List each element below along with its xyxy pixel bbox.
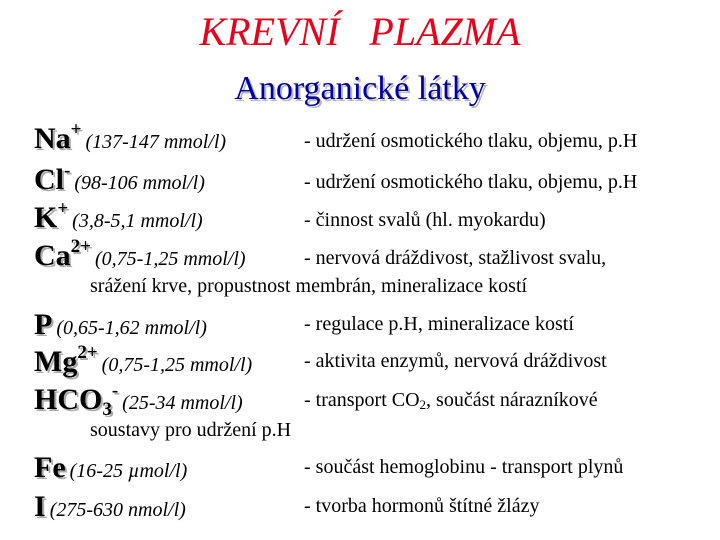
ion-function: - činnost svalů (hl. myokardu) (304, 209, 546, 231)
concentration-range: (137-147 mmol/l) (85, 131, 227, 153)
ion-symbol: I (34, 490, 46, 523)
list-item-mg (34, 342, 253, 379)
ion-symbol: $Ca^{2+}$ (34, 236, 91, 272)
list-item-fe (34, 451, 187, 485)
ion-function: - transport $CO_2$, součást nárazníkové (304, 389, 598, 412)
ion-function-continuation: srážení krve, propustnost membrán, mineralizace kostí (90, 275, 528, 297)
concentration-range: (275-630 nmol/l) (49, 499, 186, 521)
ion-function: - nervová dráždivost, stažlivost svalu, (304, 247, 607, 269)
ion-function: - udržení osmotického tlaku, objemu, p.H (304, 130, 638, 152)
concentration-range: (0,65-1,62 mmol/l) (56, 317, 207, 339)
list-item-na (34, 119, 227, 156)
ion-symbol: Cl- (34, 160, 71, 196)
ion-function: - tvorba hormonů štítné žlázy (304, 495, 540, 517)
ion-symbol: $HCO_3^-$ (34, 380, 119, 420)
list-item-ca (34, 236, 246, 273)
list-item-hco3 (34, 380, 243, 420)
concentration-range: (0,75-1,25 mmol/l) (101, 354, 253, 376)
concentration-range: (0,75-1,25 mmol/l) (95, 248, 246, 270)
list-item-k (34, 198, 203, 235)
ion-function: - udržení osmotického tlaku, objemu, p.H (304, 171, 638, 193)
ion-function: - aktivita enzymů, nervová dráždivost (304, 350, 607, 372)
ion-symbol: P (34, 308, 53, 341)
list-item-cl (34, 160, 205, 197)
ion-function-continuation: soustavy pro udržení p.H (90, 419, 292, 441)
ion-symbol: $Mg^{2+}$ (34, 342, 98, 378)
ion-symbol: Fe (34, 451, 66, 484)
concentration-range: (25-34 mmol/l) (122, 392, 243, 414)
concentration-range: (16-25 µmol/l) (69, 460, 188, 482)
ion-symbol: Na+ (34, 119, 82, 155)
concentration-range: (3,8-5,1 mmol/l) (72, 210, 203, 232)
list-item-p (34, 308, 207, 342)
page-title: KREVNÍ PLAZMA (199, 9, 521, 54)
concentration-range: (98-106 mmol/l) (74, 172, 205, 194)
ion-function: - součást hemoglobinu - transport plynů (304, 456, 624, 478)
list-item-i (34, 490, 186, 524)
page-subtitle: Anorganické látky (234, 70, 486, 107)
ion-function: - regulace p.H, mineralizace kostí (304, 313, 574, 335)
ion-symbol: K+ (34, 198, 69, 234)
